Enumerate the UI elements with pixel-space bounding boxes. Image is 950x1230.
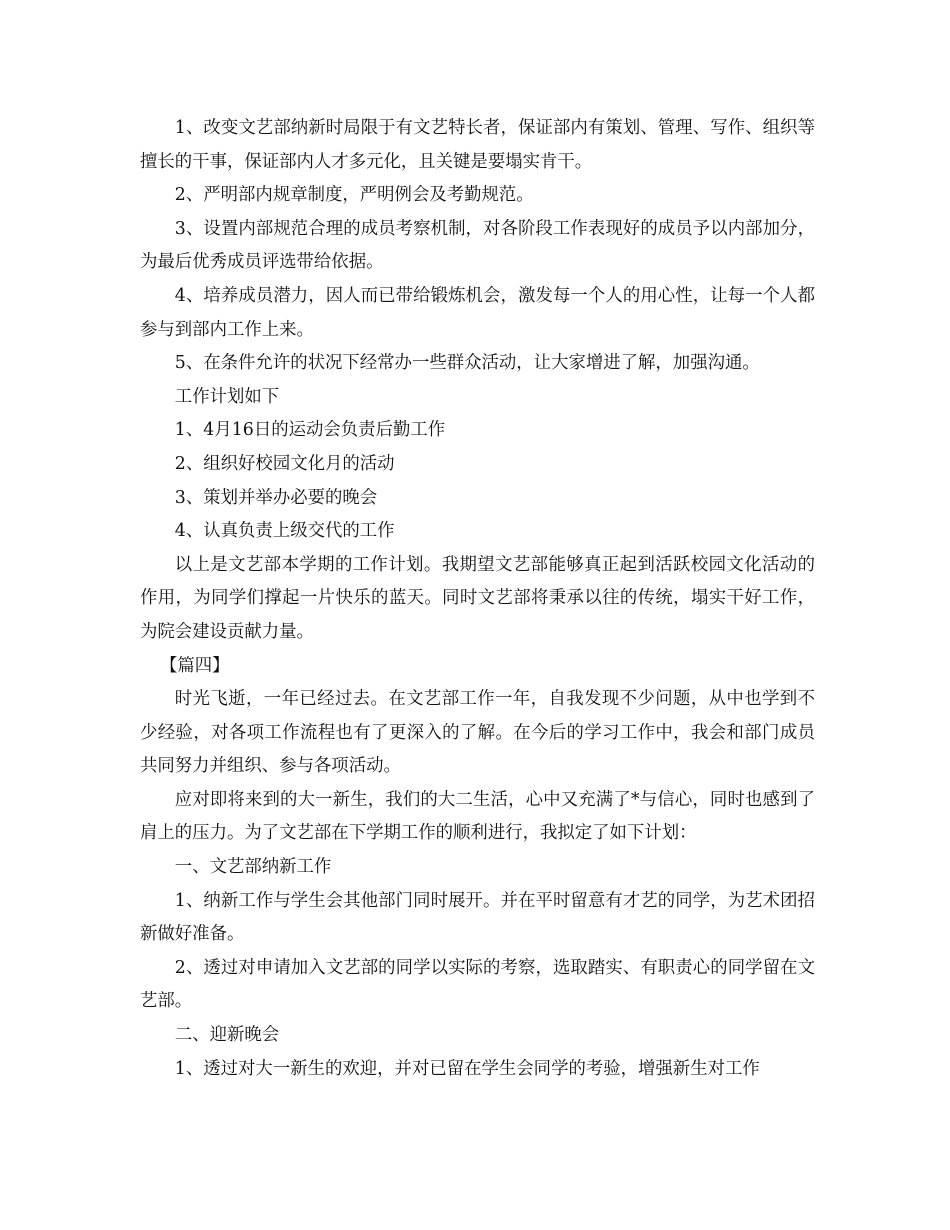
paragraph: 2、透过对申请加入文艺部的同学以实际的考察，选取踏实、有职责心的同学留在文艺部。 xyxy=(140,957,815,1012)
paragraph: 2、组织好校园文化月的活动 xyxy=(174,453,395,474)
paragraph: 以上是文艺部本学期的工作计划。我期望文艺部能够真正起到活跃校园文化活动的作用，为同学们撑起一片快乐的蓝天。同时文艺部将秉承以往的传统，塌实干好工作，为院会建设贡献力量。 xyxy=(140,554,815,642)
paragraph: 1、纳新工作与学生会其他部门同时展开。并在平时留意有才艺的同学，为艺术团招新做好准备。 xyxy=(140,890,815,945)
paragraph: 3、策划并举办必要的晚会 xyxy=(174,487,378,508)
paragraph: 应对即将来到的大一新生，我们的大二生活，心中又充满了*与信心，同时也感到了肩上的压力。为了文艺部在下学期工作的顺利进行，我拟定了如下计划： xyxy=(140,789,815,844)
paragraph: 4、认真负责上级交代的工作 xyxy=(174,521,395,542)
paragraph: 时光飞逝，一年已经过去。在文艺部工作一年，自我发现不少问题，从中也学到不少经验，对各项工作流程也有了更深入的了解。在今后的学习工作中，我会和部门成员共同努力并组织、参与各项活动。 xyxy=(140,689,815,777)
paragraph: 二、迎新晚会 xyxy=(174,1025,280,1046)
paragraph: 3、设置内部规范合理的成员考察机制，对各阶段工作表现好的成员予以内部加分，为最后优秀成员评选带给依据。 xyxy=(140,218,815,273)
section-heading: 【篇四】 xyxy=(160,655,230,676)
paragraph: 1、改变文艺部纳新时局限于有文艺特长者，保证部内有策划、管理、写作、组织等擅长的干事，保证部内人才多元化，且关键是要塌实肯干。 xyxy=(140,118,815,172)
paragraph: 5、在条件允许的状况下经常办一些群众活动，让大家增进了解，加强沟通。 xyxy=(174,353,760,374)
paragraph: 1、4月16日的运动会负责后勤工作 xyxy=(174,420,446,441)
document-page xyxy=(140,112,815,1086)
paragraph: 1、透过对大一新生的欢迎，并对已留在学生会同学的考验，增强新生对工作 xyxy=(174,1058,760,1079)
paragraph: 一、文艺部纳新工作 xyxy=(174,857,332,878)
paragraph: 2、严明部内规章制度，严明例会及考勤规范。 xyxy=(174,185,534,206)
paragraph: 工作计划如下 xyxy=(174,386,280,407)
paragraph: 4、培养成员潜力，因人而已带给锻炼机会，激发每一个人的用心性，让每一个人都参与到部内工作上来。 xyxy=(140,285,815,340)
